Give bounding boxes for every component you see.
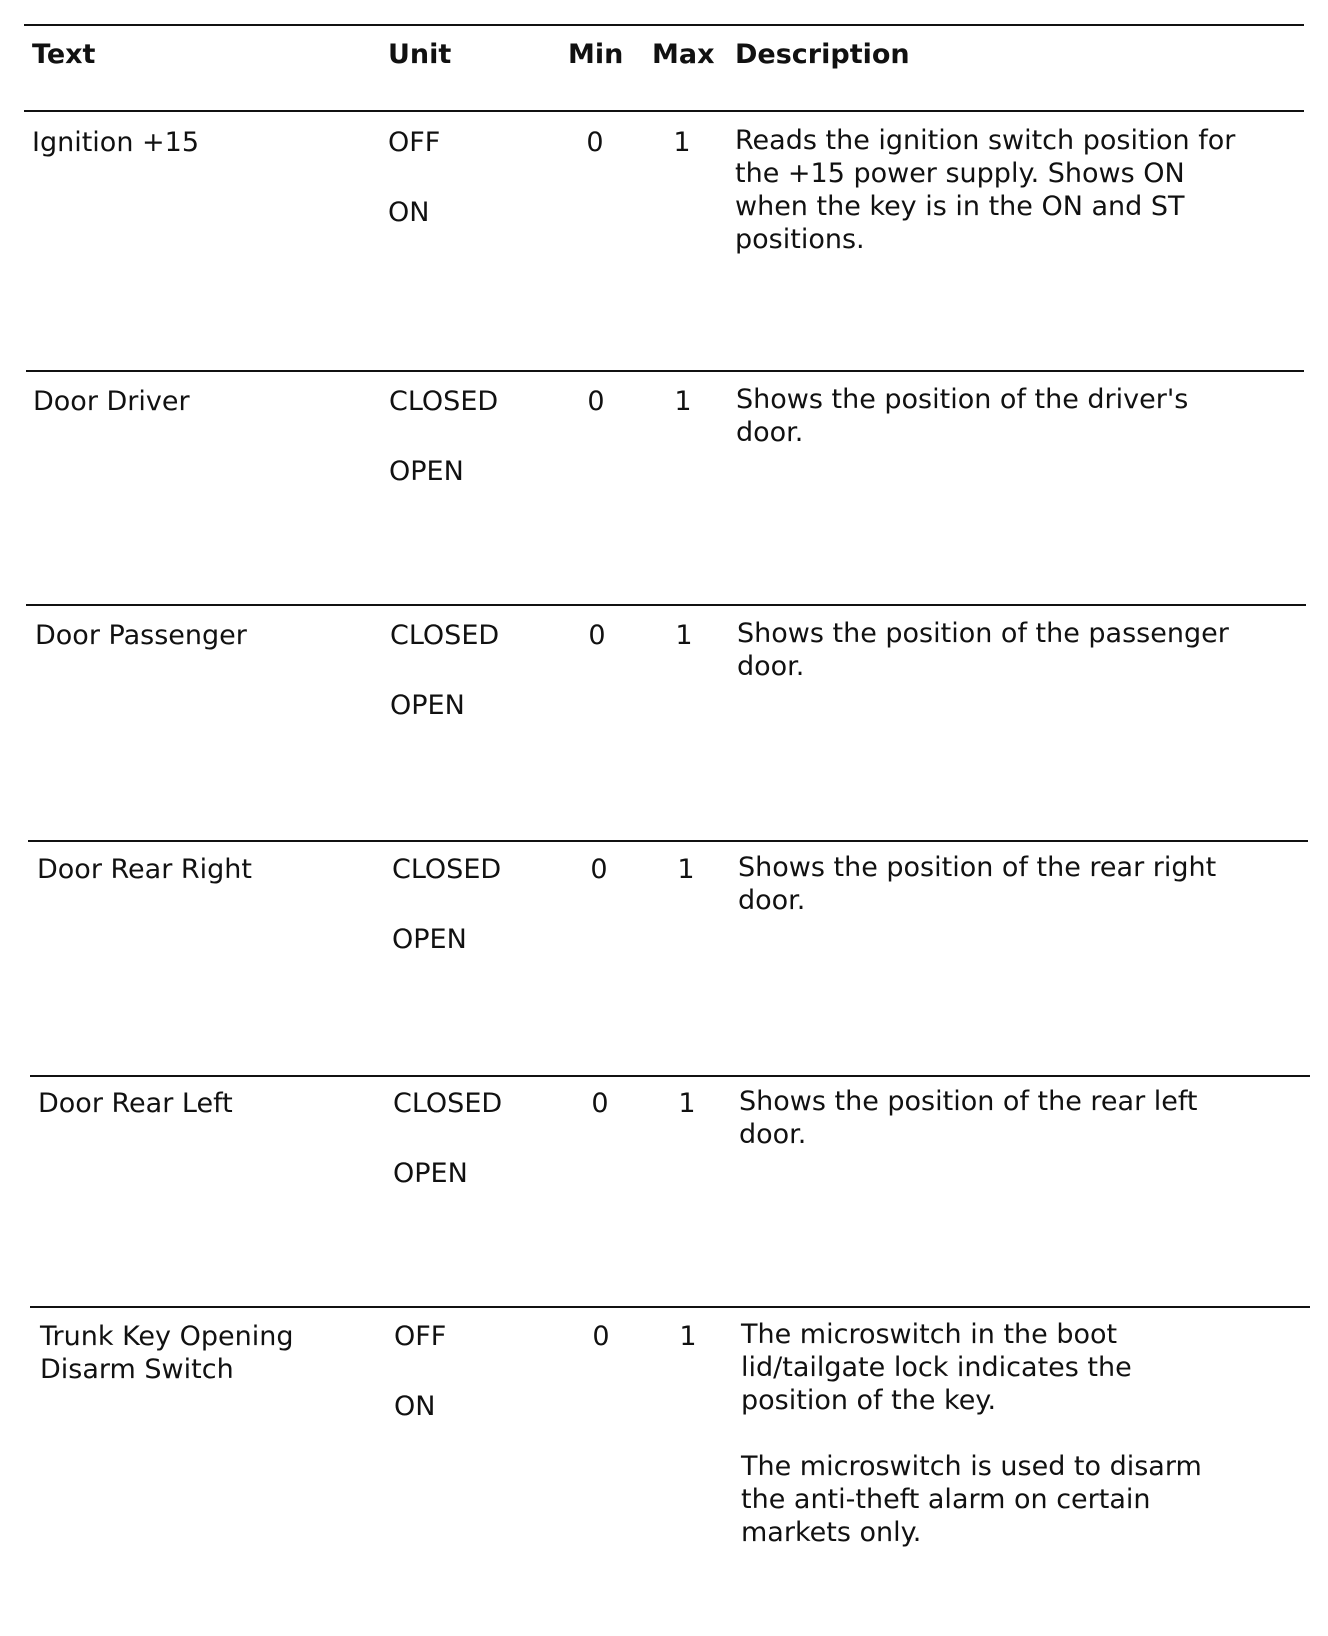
table-row-description-note: The microswitch is used to disarm the anti-theft alarm on certain markets only.: [741, 1451, 1202, 1548]
table-row-max: 1: [674, 386, 692, 417]
table-row-min: 0: [588, 620, 606, 651]
table-row-text: Ignition +15: [32, 127, 199, 158]
table-top-rule: [24, 24, 1304, 26]
table-row-min: 0: [586, 127, 604, 158]
table-row-max: 1: [675, 620, 693, 651]
row-rule: [28, 840, 1308, 842]
table-row-unit: ON: [394, 1391, 436, 1422]
table-row-unit: OFF: [388, 127, 441, 158]
table-row-min: 0: [592, 1321, 610, 1352]
header-description: Description: [735, 39, 910, 70]
table-row-description: Reads the ignition switch position for the +15 power supply. Shows ON when the key is in the ON and ST positions.: [735, 125, 1236, 255]
row-rule: [30, 1075, 1310, 1077]
table-row-unit: CLOSED: [392, 854, 502, 885]
table-row-unit: OPEN: [390, 690, 465, 721]
table-row-text: Door Rear Right: [37, 854, 252, 885]
table-row-description: The microswitch in the boot lid/tailgate lock indicates the position of the key.: [741, 1319, 1132, 1416]
row-rule: [26, 370, 1304, 372]
header-unit: Unit: [388, 39, 452, 70]
table-row-unit: OFF: [394, 1321, 447, 1352]
table-row-text: Trunk Key Opening Disarm Switch: [40, 1321, 294, 1385]
row-rule: [30, 1306, 1310, 1308]
table-row-text: Door Driver: [33, 386, 190, 417]
table-row-unit: CLOSED: [390, 620, 500, 651]
table-row-max: 1: [673, 127, 691, 158]
header-text: Text: [32, 39, 96, 70]
table-row-unit: CLOSED: [393, 1088, 503, 1119]
table-row-unit: OPEN: [392, 924, 467, 955]
table-row-unit: OPEN: [389, 456, 464, 487]
table-row-min: 0: [591, 1088, 609, 1119]
table-row-description: Shows the position of the passenger door.: [737, 618, 1229, 682]
table-row-text: Door Passenger: [35, 620, 247, 651]
table-row-max: 1: [679, 1321, 697, 1352]
table-row-unit: ON: [388, 197, 430, 228]
table-row-max: 1: [678, 1088, 696, 1119]
table-row-min: 0: [590, 854, 608, 885]
table-row-description: Shows the position of the driver's door.: [736, 384, 1189, 448]
table-row-max: 1: [677, 854, 695, 885]
table-row-unit: OPEN: [393, 1158, 468, 1189]
row-rule: [26, 604, 1306, 606]
table-row-unit: CLOSED: [389, 386, 499, 417]
table-row-text: Door Rear Left: [38, 1088, 233, 1119]
header-min: Min: [568, 39, 624, 70]
header-max: Max: [652, 39, 715, 70]
table-row-description: Shows the position of the rear left door.: [739, 1086, 1198, 1150]
header-rule: [24, 110, 1304, 112]
table-row-description: Shows the position of the rear right door.: [738, 852, 1217, 916]
table-row-min: 0: [587, 386, 605, 417]
